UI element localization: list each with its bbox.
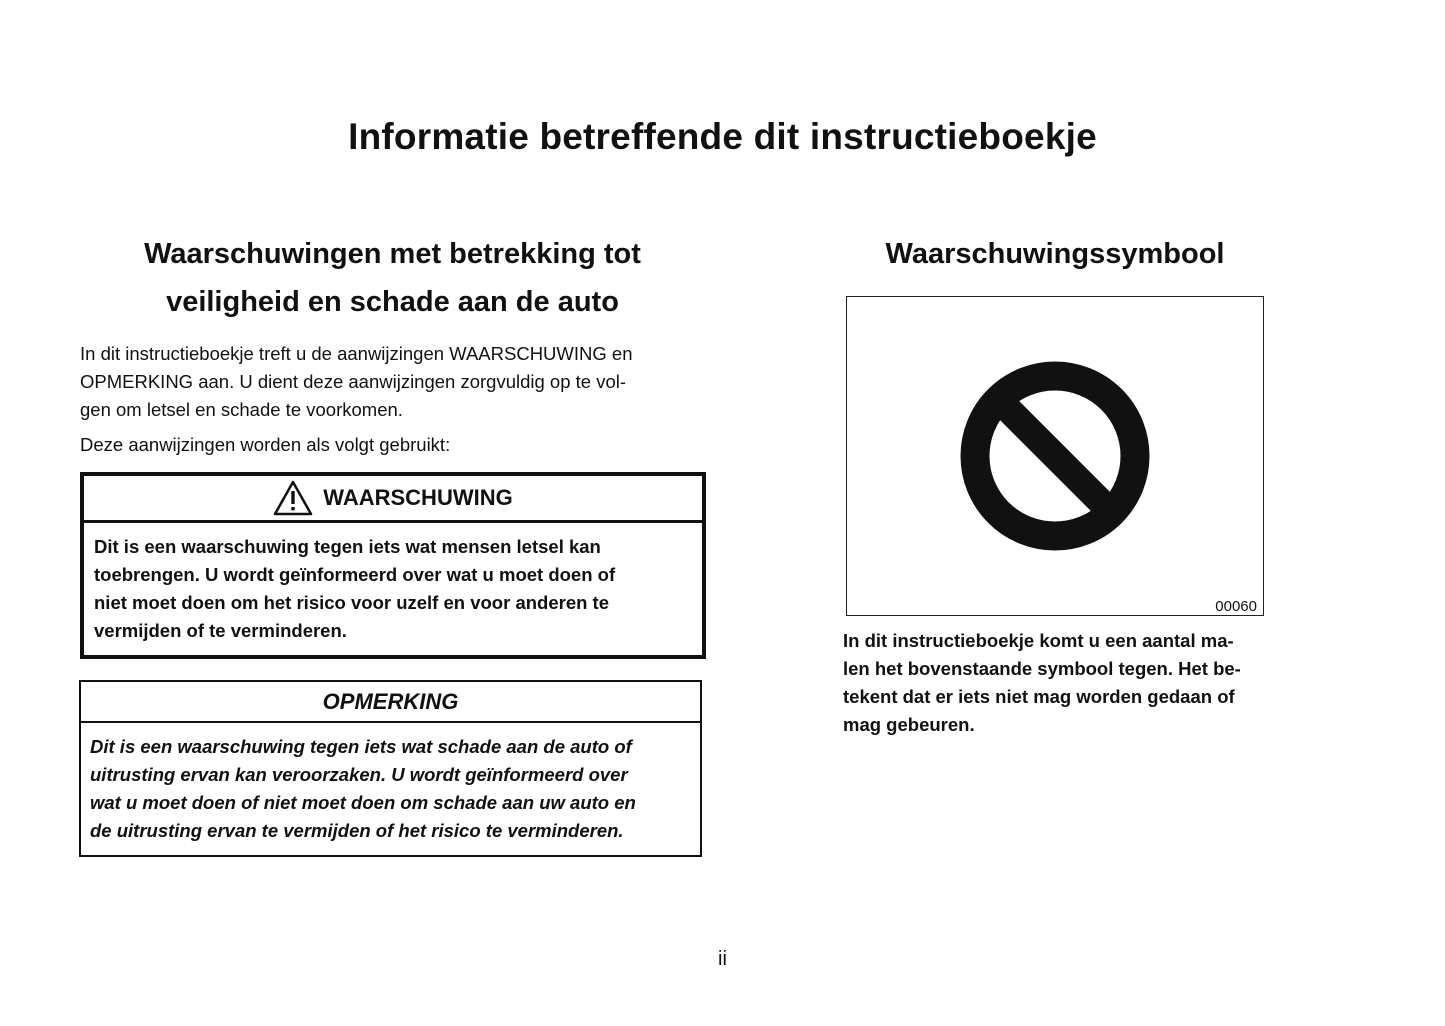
note-title: OPMERKING	[81, 682, 700, 723]
intro-line: OPMERKING aan. U dient deze aanwijzingen zorgvuldig op te vol-	[80, 371, 627, 392]
note-line: de uitrusting ervan te vermijden of het risico te verminderen.	[90, 820, 624, 841]
intro-line: gen om letsel en schade te voorkomen.	[80, 399, 403, 420]
note-line: uitrusting ervan kan veroorzaken. U wordt geïnformeerd over	[90, 764, 628, 785]
intro-line: In dit instructieboekje treft u de aanwijzingen WAARSCHUWING en	[80, 343, 633, 364]
note-body	[81, 723, 700, 855]
symbol-text-line: mag gebeuren.	[843, 714, 975, 735]
warning-line: toebrengen. U wordt geïnformeerd over wat u moet doen of	[94, 564, 616, 585]
warning-line: Dit is een waarschuwing tegen iets wat mensen letsel kan	[94, 536, 601, 557]
warning-line: vermijden of te verminderen.	[94, 620, 347, 641]
page-title: Informatie betreffende dit instructieboekje	[348, 116, 1097, 157]
symbol-text-line: In dit instructieboekje komt u een aantal ma-	[843, 630, 1234, 651]
note-line: Dit is een waarschuwing tegen iets wat schade aan de auto of	[90, 736, 632, 757]
symbol-figure	[846, 296, 1264, 616]
intro-text	[80, 340, 705, 459]
warning-body	[84, 523, 702, 655]
symbol-text-line: tekent dat er iets niet mag worden gedaan of	[843, 686, 1235, 707]
prohibition-icon	[960, 361, 1150, 551]
warning-triangle-icon	[273, 480, 313, 516]
note-box	[79, 680, 702, 857]
symbol-text-line: len het bovenstaande symbool tegen. Het be-	[843, 658, 1241, 679]
left-column	[80, 230, 705, 459]
symbol-description	[843, 627, 1283, 739]
page-number: ii	[718, 948, 727, 970]
warning-symbol-heading: Waarschuwingssymbool	[885, 238, 1225, 270]
note-line: wat u moet doen of niet moet doen om schade aan uw auto en	[90, 792, 636, 813]
warning-title: WAARSCHUWING	[323, 485, 513, 510]
safety-warnings-heading	[80, 230, 705, 326]
warning-box	[80, 472, 706, 659]
usage-text: Deze aanwijzingen worden als volgt gebruikt:	[80, 434, 451, 455]
figure-code: 00060	[1215, 598, 1257, 615]
heading-line: veiligheid en schade aan de auto	[166, 286, 619, 318]
warning-header	[84, 476, 702, 523]
heading-line: Waarschuwingen met betrekking tot	[144, 238, 641, 270]
warning-line: niet moet doen om het risico voor uzelf en voor anderen te	[94, 592, 610, 613]
